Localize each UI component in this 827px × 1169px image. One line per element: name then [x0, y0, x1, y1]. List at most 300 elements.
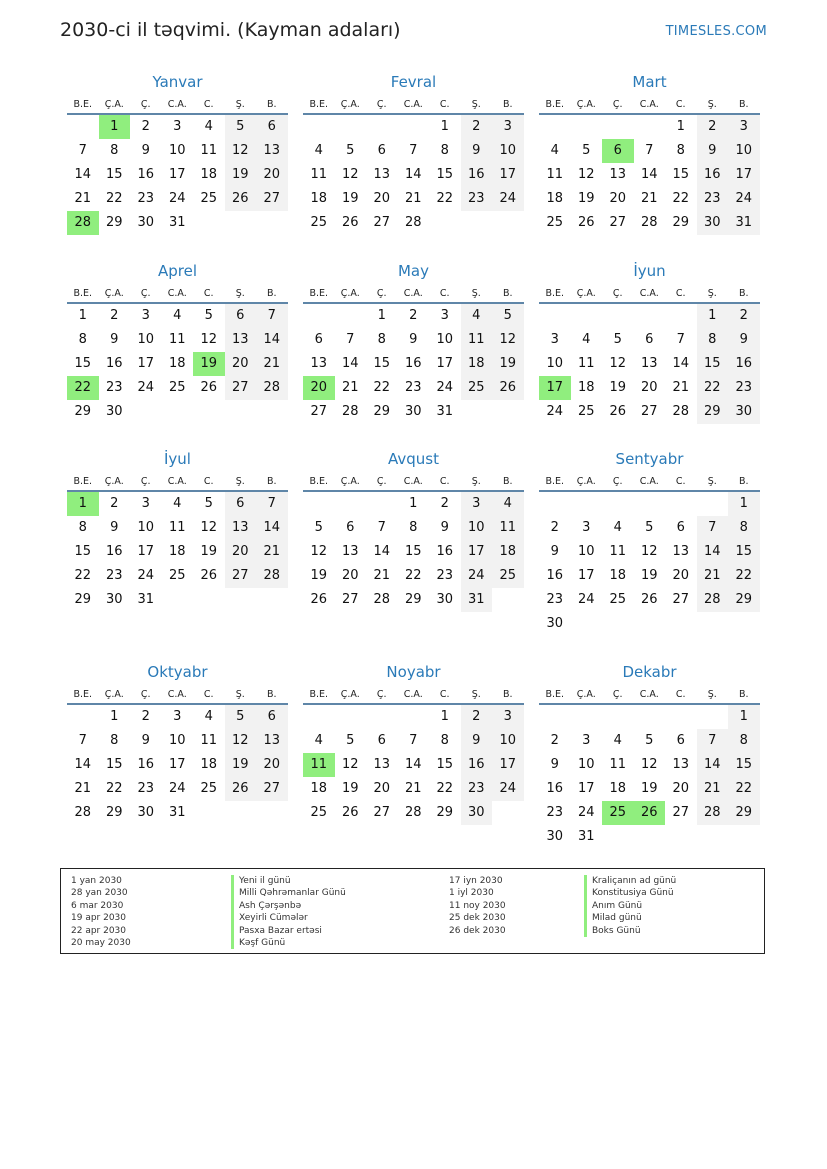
day-cell: 8 [440, 143, 449, 158]
day-cell: 19 [577, 191, 595, 206]
empty-day-cell [225, 588, 257, 612]
day-cell: 25 [461, 376, 493, 400]
empty-day-cell [571, 492, 603, 516]
month-block [303, 261, 524, 424]
day-cell: 23 [728, 376, 760, 400]
day-cell: 31 [137, 592, 155, 607]
day-cell: 13 [256, 729, 288, 753]
weekday-label: C. [675, 99, 686, 110]
empty-day-cell [602, 115, 634, 139]
day-cell: 25 [609, 592, 627, 607]
day-cell: 18 [200, 757, 218, 772]
empty-day-cell [634, 825, 666, 849]
day-cell: 20 [256, 163, 288, 187]
day-cell: 8 [409, 520, 418, 535]
day-cell: 13 [310, 356, 328, 371]
day-cell: 18 [310, 191, 328, 206]
day-cell: 18 [200, 167, 218, 182]
day-cell: 16 [461, 753, 493, 777]
empty-day-cell [303, 705, 335, 729]
day-cell: 11 [303, 753, 335, 777]
day-cell: 30 [137, 805, 155, 820]
day-cell: 28 [697, 801, 729, 825]
day-cell: 29 [728, 588, 760, 612]
day-cell: 20 [303, 376, 335, 400]
day-cell: 31 [577, 829, 595, 844]
day-cell: 25 [310, 805, 328, 820]
empty-day-cell [492, 400, 524, 424]
day-cell: 26 [310, 592, 328, 607]
day-cell: 2 [550, 520, 559, 535]
day-grid [303, 115, 524, 235]
day-cell: 2 [141, 709, 150, 724]
legend-holiday-name: Kraliçanın ad günü [584, 875, 676, 887]
day-cell: 18 [168, 544, 186, 559]
day-cell: 18 [168, 356, 186, 371]
day-cell: 4 [550, 143, 559, 158]
day-cell: 17 [137, 356, 155, 371]
day-cell: 10 [168, 143, 186, 158]
day-cell: 15 [373, 356, 391, 371]
day-cell: 20 [672, 568, 690, 583]
day-cell: 7 [78, 143, 87, 158]
empty-day-cell [539, 115, 571, 139]
weekday-label: C.A. [403, 689, 423, 700]
weekday-label: Ş. [235, 476, 245, 487]
day-cell: 5 [225, 115, 257, 139]
empty-day-cell [571, 612, 603, 636]
weekday-label: Ç. [376, 689, 387, 700]
empty-day-cell [303, 115, 335, 139]
day-cell: 10 [492, 139, 524, 163]
day-cell: 14 [373, 544, 391, 559]
day-cell: 12 [200, 520, 218, 535]
legend-date: 1 iyl 2030 [449, 888, 494, 899]
day-cell: 3 [582, 520, 591, 535]
empty-day-cell [602, 705, 634, 729]
day-cell: 7 [697, 729, 729, 753]
empty-day-cell [193, 211, 225, 235]
day-cell: 5 [645, 520, 654, 535]
weekday-label: B. [502, 476, 513, 487]
day-cell: 16 [728, 352, 760, 376]
day-cell: 9 [550, 757, 559, 772]
weekday-label: B.E. [545, 99, 565, 110]
day-cell: 11 [310, 167, 328, 182]
empty-day-cell [225, 211, 257, 235]
day-cell: 5 [346, 733, 355, 748]
day-cell: 29 [373, 404, 391, 419]
day-cell: 21 [74, 781, 92, 796]
month-block [67, 72, 288, 235]
day-cell: 13 [341, 544, 359, 559]
day-cell: 21 [404, 191, 422, 206]
day-cell: 16 [546, 781, 564, 796]
weekday-label: C. [439, 288, 450, 299]
weekday-label: Ç. [612, 476, 623, 487]
weekday-header [303, 473, 524, 492]
day-cell: 29 [105, 805, 123, 820]
weekday-header [67, 473, 288, 492]
weekday-label: C. [203, 476, 214, 487]
empty-day-cell [571, 705, 603, 729]
day-cell: 1 [78, 308, 87, 323]
weekday-label: C. [203, 689, 214, 700]
day-cell: 17 [436, 356, 454, 371]
empty-day-cell [602, 492, 634, 516]
weekday-header [67, 285, 288, 304]
day-cell: 22 [697, 376, 729, 400]
day-cell: 16 [404, 356, 422, 371]
weekday-label: B. [266, 288, 277, 299]
empty-day-cell [256, 588, 288, 612]
weekday-label: Ç. [140, 288, 151, 299]
day-cell: 18 [461, 352, 493, 376]
day-cell: 4 [461, 304, 493, 328]
day-cell: 31 [168, 215, 186, 230]
weekday-label: B. [266, 99, 277, 110]
empty-day-cell [634, 115, 666, 139]
legend-date: 26 dek 2030 [449, 925, 506, 936]
day-cell: 7 [409, 733, 418, 748]
day-cell: 2 [141, 119, 150, 134]
day-cell: 9 [141, 143, 150, 158]
empty-day-cell [634, 612, 666, 636]
day-cell: 1 [728, 705, 760, 729]
empty-day-cell [697, 612, 729, 636]
empty-day-cell [162, 400, 194, 424]
day-cell: 24 [492, 777, 524, 801]
day-cell: 15 [436, 757, 454, 772]
empty-day-cell [634, 492, 666, 516]
empty-day-cell [492, 211, 524, 235]
day-grid [303, 304, 524, 424]
day-cell: 9 [440, 520, 449, 535]
weekday-label: C.A. [639, 476, 659, 487]
day-cell: 6 [225, 492, 257, 516]
weekday-label: B.E. [309, 99, 329, 110]
month-block [539, 261, 760, 424]
day-cell: 6 [377, 733, 386, 748]
day-cell: 12 [492, 328, 524, 352]
day-cell: 8 [440, 733, 449, 748]
weekday-label: Ç.A. [576, 476, 596, 487]
day-cell: 22 [436, 781, 454, 796]
day-cell: 2 [461, 705, 493, 729]
weekday-label: Ç. [612, 99, 623, 110]
weekday-label: C.A. [403, 476, 423, 487]
day-cell: 9 [141, 733, 150, 748]
legend-holiday-name: Xeyirli Cümələr [231, 912, 346, 924]
empty-day-cell [162, 588, 194, 612]
day-cell: 27 [310, 404, 328, 419]
day-grid [539, 705, 760, 849]
weekday-label: Ç. [140, 476, 151, 487]
day-cell: 12 [225, 729, 257, 753]
day-cell: 1 [440, 709, 449, 724]
weekday-label: C.A. [167, 689, 187, 700]
weekday-header [303, 96, 524, 115]
empty-day-cell [634, 705, 666, 729]
weekday-label: C.A. [639, 288, 659, 299]
day-cell: 6 [645, 332, 654, 347]
day-grid [539, 492, 760, 636]
day-cell: 5 [204, 308, 213, 323]
day-cell: 10 [137, 332, 155, 347]
holiday-legend [60, 868, 765, 954]
month-block [303, 662, 524, 825]
day-cell: 22 [728, 564, 760, 588]
empty-day-cell [665, 492, 697, 516]
day-cell: 3 [173, 119, 182, 134]
month-name: Avqust [388, 450, 439, 468]
day-cell: 9 [461, 139, 493, 163]
day-cell: 13 [672, 544, 690, 559]
month-block [303, 72, 524, 235]
weekday-label: Ç.A. [340, 288, 360, 299]
day-cell: 9 [550, 544, 559, 559]
empty-day-cell [335, 115, 367, 139]
day-cell: 19 [310, 568, 328, 583]
empty-day-cell [303, 492, 335, 516]
day-cell: 1 [728, 492, 760, 516]
day-cell: 19 [640, 781, 658, 796]
empty-day-cell [225, 400, 257, 424]
day-cell: 28 [256, 376, 288, 400]
empty-day-cell [67, 115, 99, 139]
empty-day-cell [461, 400, 493, 424]
day-cell: 27 [256, 777, 288, 801]
empty-day-cell [429, 211, 461, 235]
weekday-label: C. [675, 288, 686, 299]
day-cell: 28 [404, 805, 422, 820]
day-cell: 23 [137, 191, 155, 206]
day-cell: 5 [204, 496, 213, 511]
day-cell: 3 [492, 115, 524, 139]
day-cell: 2 [461, 115, 493, 139]
day-cell: 8 [377, 332, 386, 347]
month-block [303, 449, 524, 612]
day-cell: 3 [492, 705, 524, 729]
day-cell: 29 [74, 404, 92, 419]
empty-day-cell [492, 801, 524, 825]
day-cell: 17 [492, 753, 524, 777]
day-cell: 13 [609, 167, 627, 182]
day-cell: 17 [728, 163, 760, 187]
day-cell: 10 [461, 516, 493, 540]
day-cell: 24 [168, 781, 186, 796]
day-cell: 24 [168, 191, 186, 206]
day-cell: 1 [110, 709, 119, 724]
day-cell: 19 [341, 191, 359, 206]
day-cell: 25 [168, 380, 186, 395]
day-cell: 18 [577, 380, 595, 395]
day-cell: 30 [436, 592, 454, 607]
day-cell: 28 [672, 404, 690, 419]
weekday-label: B. [738, 476, 749, 487]
day-cell: 20 [373, 191, 391, 206]
month-name: Sentyabr [615, 450, 684, 468]
day-cell: 9 [409, 332, 418, 347]
day-cell: 21 [256, 352, 288, 376]
day-cell: 14 [341, 356, 359, 371]
day-cell: 3 [550, 332, 559, 347]
day-cell: 14 [256, 516, 288, 540]
legend-dates-col-1 [71, 875, 131, 949]
day-cell: 28 [74, 805, 92, 820]
day-cell: 15 [728, 540, 760, 564]
day-cell: 21 [74, 191, 92, 206]
empty-day-cell [571, 304, 603, 328]
legend-holiday-name: Yeni il günü [231, 875, 346, 887]
weekday-label: B.E. [309, 288, 329, 299]
month-block [539, 72, 760, 235]
empty-day-cell [335, 705, 367, 729]
month-name: Mart [632, 73, 667, 91]
day-cell: 7 [676, 332, 685, 347]
brand-link[interactable]: TIMESLES.COM [665, 24, 767, 39]
day-cell: 29 [697, 400, 729, 424]
empty-day-cell [539, 492, 571, 516]
day-cell: 15 [697, 352, 729, 376]
day-cell: 20 [225, 352, 257, 376]
day-cell: 14 [640, 167, 658, 182]
day-cell: 10 [137, 520, 155, 535]
weekday-label: C. [439, 689, 450, 700]
day-cell: 2 [728, 304, 760, 328]
weekday-label: C. [439, 476, 450, 487]
month-name: İyun [633, 262, 666, 280]
day-cell: 14 [256, 328, 288, 352]
weekday-label: B. [738, 689, 749, 700]
day-cell: 11 [546, 167, 564, 182]
day-cell: 24 [461, 564, 493, 588]
day-cell: 16 [461, 163, 493, 187]
day-cell: 17 [168, 757, 186, 772]
day-cell: 7 [645, 143, 654, 158]
legend-date: 1 yan 2030 [71, 876, 122, 886]
empty-day-cell [665, 705, 697, 729]
day-cell: 11 [168, 520, 186, 535]
legend-date: 22 apr 2030 [71, 925, 127, 936]
month-name: Fevral [390, 73, 437, 91]
legend-holiday-name: Milli Qəhrəmanlar Günü [231, 887, 346, 899]
day-cell: 26 [225, 187, 257, 211]
weekday-label: Ş. [471, 288, 481, 299]
day-cell: 3 [141, 496, 150, 511]
day-cell: 10 [728, 139, 760, 163]
weekday-label: B.E. [309, 689, 329, 700]
day-cell: 1 [440, 119, 449, 134]
legend-date: 20 may 2030 [71, 938, 131, 949]
weekday-label: C. [203, 99, 214, 110]
day-cell: 22 [404, 568, 422, 583]
weekday-label: Ç. [612, 288, 623, 299]
day-cell: 9 [697, 139, 729, 163]
day-cell: 27 [672, 592, 690, 607]
day-grid [539, 304, 760, 424]
day-cell: 25 [310, 215, 328, 230]
day-cell: 15 [105, 757, 123, 772]
day-cell: 25 [492, 564, 524, 588]
day-cell: 16 [697, 163, 729, 187]
day-cell: 8 [110, 733, 119, 748]
legend-holiday-name: Pasxa Bazar ertəsi [231, 925, 346, 937]
month-block [67, 662, 288, 825]
day-cell: 12 [640, 757, 658, 772]
weekday-label: Ş. [471, 476, 481, 487]
weekday-label: Ç.A. [576, 288, 596, 299]
day-cell: 11 [200, 143, 218, 158]
day-cell: 6 [225, 304, 257, 328]
day-cell: 18 [310, 781, 328, 796]
day-cell: 1 [409, 496, 418, 511]
day-cell: 25 [602, 801, 634, 825]
day-cell: 17 [539, 376, 571, 400]
day-cell: 16 [105, 544, 123, 559]
weekday-label: Ç.A. [576, 99, 596, 110]
empty-day-cell [193, 801, 225, 825]
legend-names-col-1 [231, 875, 346, 949]
day-cell: 25 [546, 215, 564, 230]
legend-holiday-name: Ash Çərşənbə [231, 900, 346, 912]
empty-day-cell [303, 304, 335, 328]
day-cell: 26 [634, 801, 666, 825]
weekday-label: Ş. [235, 288, 245, 299]
weekday-label: B.E. [73, 99, 93, 110]
day-cell: 10 [577, 544, 595, 559]
weekday-label: B. [738, 99, 749, 110]
day-cell: 23 [137, 781, 155, 796]
day-cell: 4 [173, 496, 182, 511]
day-cell: 10 [492, 729, 524, 753]
day-cell: 23 [461, 187, 493, 211]
day-cell: 13 [225, 516, 257, 540]
day-cell: 16 [546, 568, 564, 583]
day-cell: 9 [728, 328, 760, 352]
day-cell: 10 [546, 356, 564, 371]
day-cell: 18 [546, 191, 564, 206]
day-cell: 4 [582, 332, 591, 347]
day-cell: 7 [697, 516, 729, 540]
empty-day-cell [665, 612, 697, 636]
day-cell: 8 [728, 729, 760, 753]
weekday-header [539, 686, 760, 705]
day-cell: 24 [436, 380, 454, 395]
weekday-label: Ş. [471, 689, 481, 700]
empty-day-cell [256, 211, 288, 235]
day-cell: 6 [377, 143, 386, 158]
day-cell: 28 [373, 592, 391, 607]
day-cell: 30 [137, 215, 155, 230]
day-cell: 16 [137, 167, 155, 182]
day-cell: 20 [225, 540, 257, 564]
empty-day-cell [539, 304, 571, 328]
day-cell: 8 [676, 143, 685, 158]
legend-date: 28 yan 2030 [71, 888, 128, 899]
day-cell: 15 [436, 167, 454, 182]
day-cell: 14 [697, 753, 729, 777]
day-cell: 23 [697, 187, 729, 211]
day-grid [67, 304, 288, 424]
empty-day-cell [697, 492, 729, 516]
day-cell: 17 [168, 167, 186, 182]
day-cell: 13 [672, 757, 690, 772]
day-cell: 11 [609, 757, 627, 772]
day-cell: 27 [373, 215, 391, 230]
day-cell: 19 [225, 753, 257, 777]
day-cell: 28 [697, 588, 729, 612]
